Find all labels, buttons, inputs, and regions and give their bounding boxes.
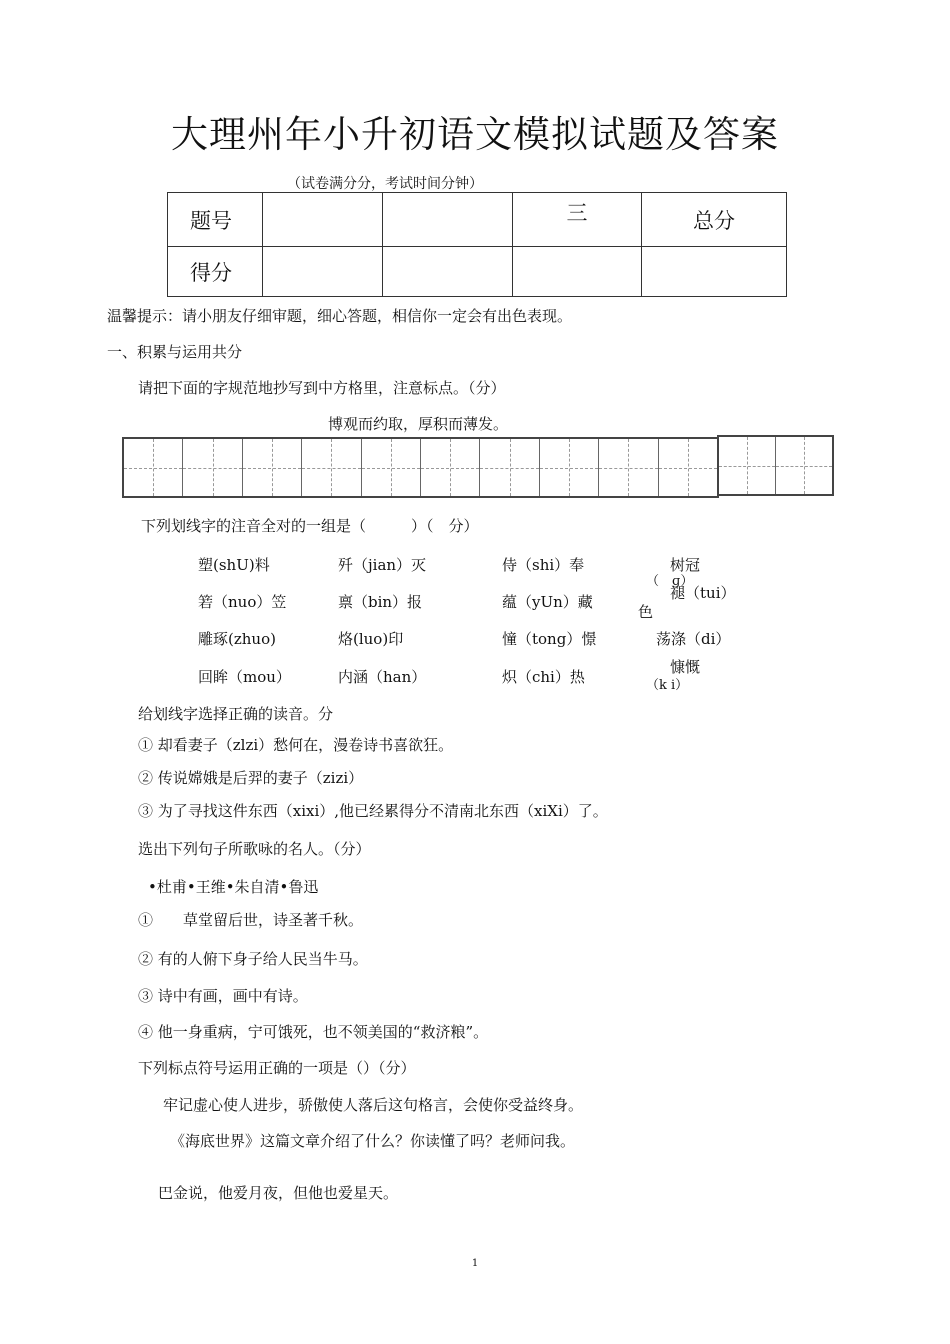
pinyin-option: 烙(luo)印 [338, 630, 404, 648]
sentence-item: ③ 诗中有画，画中有诗。 [138, 987, 308, 1005]
question-prompt: 选出下列句子所歌咏的名人。（分） [138, 840, 371, 858]
grid-cell [480, 439, 539, 496]
grid-cell [421, 439, 480, 496]
score-cell: 三 [513, 193, 642, 247]
pinyin-option: 禀（bin）报 [338, 593, 423, 611]
pinyin-option: 色 [638, 603, 654, 621]
grid-cell [540, 439, 599, 496]
pinyin-fragment: （k i） [646, 678, 689, 693]
pinyin-option: 歼（jian）灭 [338, 556, 427, 574]
section-heading: 一、积累与运用共分 [107, 343, 243, 361]
sentence-item: ② 有的人俯下身子给人民当牛马。 [138, 950, 368, 968]
writing-grid [122, 437, 719, 498]
punctuation-option: 巴金说，他爱月夜，但他也爱星天。 [158, 1184, 399, 1202]
pinyin-option: 炽（chi）热 [502, 668, 585, 686]
pinyin-option: 荡涤（di） [656, 630, 731, 648]
score-table [167, 192, 787, 297]
pinyin-option: 树冠 [670, 556, 701, 574]
punctuation-option: 牢记虚心使人进步，骄傲使人落后这句格言，会使你受益终身。 [163, 1096, 584, 1114]
reading-item: ① 却看妻子（zlzi）愁何在，漫卷诗书喜欲狂。 [138, 736, 454, 754]
score-table-score-row [168, 247, 787, 297]
copy-text: 博观而约取，厚积而薄发。 [328, 415, 509, 433]
score-cell [383, 193, 513, 247]
pinyin-option: 蕴（yUn）藏 [502, 593, 593, 611]
reading-item: ③ 为了寻找这件东西（xixi）,他已经累得分不清南北东西（xiXi）了。 [138, 802, 608, 820]
name-options: •杜甫•王维•朱自清•鲁迅 [148, 878, 319, 896]
score-cell [263, 247, 383, 297]
grid-cell [599, 439, 658, 496]
question-prompt: 给划线字选择正确的读音。分 [138, 705, 334, 723]
score-cell [383, 247, 513, 297]
pinyin-option: 内涵（han） [338, 668, 427, 686]
question-prompt: 请把下面的字规范地抄写到中方格里，注意标点。（分） [138, 379, 506, 397]
pinyin-fragment: （ ɡ） [646, 574, 694, 589]
reading-item: ② 传说嫦娥是后羿的妻子（zizi） [138, 769, 364, 787]
score-cell: 总分 [642, 193, 787, 247]
pinyin-option: 憧（tong）憬 [502, 630, 597, 648]
exam-subtitle: （试卷满分分，考试时间分钟） [287, 176, 483, 192]
score-table-header-row [168, 193, 787, 247]
score-cell: 得分 [168, 247, 263, 297]
pinyin-option: 回眸（mou） [198, 668, 291, 686]
score-cell [642, 247, 787, 297]
pinyin-option: 塑(shU)料 [198, 556, 270, 574]
grid-cell [776, 437, 832, 494]
page-number: 1 [471, 1258, 479, 1269]
grid-cell [183, 439, 242, 496]
grid-cell [124, 439, 183, 496]
writing-grid [717, 435, 834, 496]
pinyin-option: 褪（tui） [670, 584, 736, 602]
punctuation-option: 《海底世界》这篇文章介绍了什么？你读懂了吗？老师问我。 [170, 1132, 576, 1150]
grid-cell [719, 437, 776, 494]
pinyin-option: 慷慨 [670, 658, 701, 676]
document-title: 大理州年小升初语文模拟试题及答案 [171, 113, 779, 156]
grid-cell [659, 439, 717, 496]
question-prompt: 下列标点符号运用正确的一项是（）（分） [138, 1059, 416, 1077]
pinyin-option: 侍（shi）奉 [502, 556, 585, 574]
score-cell: 题号 [168, 193, 263, 247]
question-prompt: 下列划线字的注音全对的一组是（ ）（ 分） [141, 517, 479, 535]
sentence-item: ① 草堂留后世，诗圣著千秋。 [138, 911, 364, 929]
score-cell [513, 247, 642, 297]
grid-cell [302, 439, 361, 496]
score-cell [263, 193, 383, 247]
pinyin-option: 箬（nuo）笠 [198, 593, 287, 611]
pinyin-option: 雕琢(zhuo) [198, 630, 276, 648]
warm-tip: 温馨提示：请小朋友仔细审题，细心答题，相信你一定会有出色表现。 [107, 307, 573, 325]
grid-cell [362, 439, 421, 496]
sentence-item: ④ 他一身重病，宁可饿死，也不领美国的“救济粮”。 [138, 1023, 489, 1041]
grid-cell [243, 439, 302, 496]
